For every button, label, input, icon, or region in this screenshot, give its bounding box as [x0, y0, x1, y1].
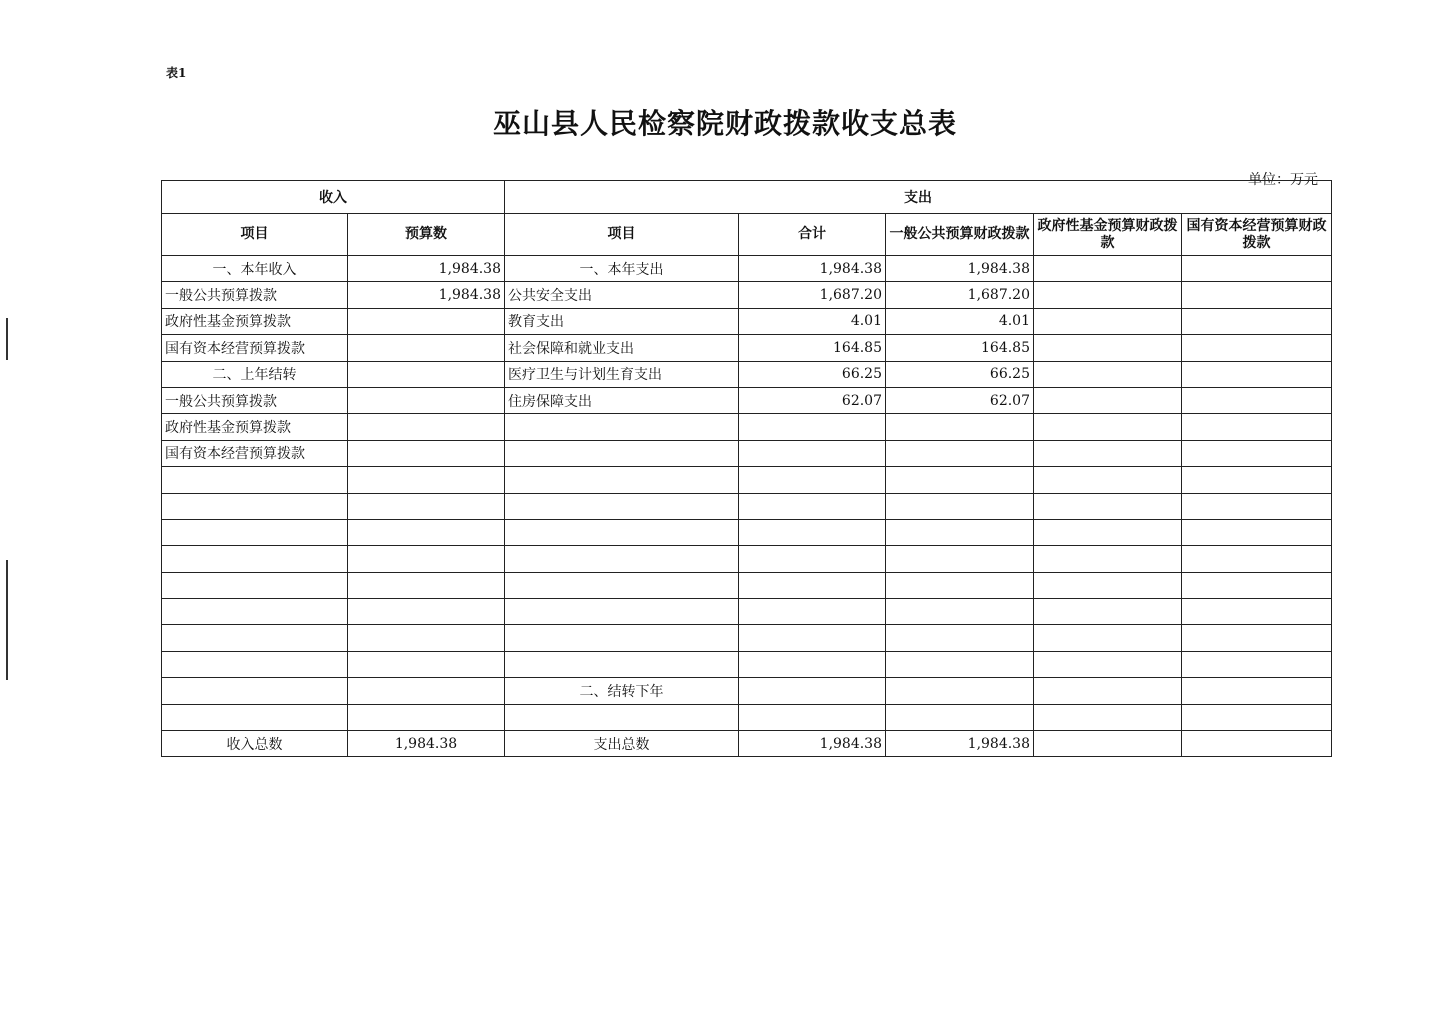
- income-item-header: 项目: [162, 214, 348, 256]
- expense-total-cell: 164.85: [739, 335, 886, 361]
- expense-item-cell: [505, 651, 739, 677]
- fund-budget-cell: [1034, 546, 1182, 572]
- expense-total-cell: 4.01: [739, 308, 886, 334]
- state-capital-cell: [1182, 467, 1332, 493]
- income-budget-cell: [348, 678, 505, 704]
- expense-total-cell: [739, 546, 886, 572]
- income-budget-cell: [348, 361, 505, 387]
- fund-budget-cell: [1034, 731, 1182, 757]
- table-row: [162, 493, 1332, 519]
- state-capital-cell: [1182, 651, 1332, 677]
- income-item-cell: 一、本年收入: [162, 256, 348, 282]
- expense-item-cell: [505, 704, 739, 730]
- income-budget-cell: [348, 651, 505, 677]
- general-budget-cell: [886, 493, 1034, 519]
- state-capital-cell: [1182, 546, 1332, 572]
- expense-item-cell: 社会保障和就业支出: [505, 335, 739, 361]
- expense-item-cell: 二、结转下年: [505, 678, 739, 704]
- table-row: [162, 467, 1332, 493]
- state-capital-cell: [1182, 361, 1332, 387]
- general-budget-cell: 4.01: [886, 308, 1034, 334]
- income-budget-cell: [348, 387, 505, 413]
- general-budget-header: 一般公共预算财政拨款: [886, 214, 1034, 256]
- state-capital-cell: [1182, 519, 1332, 545]
- table-row: [162, 387, 1332, 413]
- state-capital-cell: [1182, 308, 1332, 334]
- income-budget-cell: 1,984.38: [348, 282, 505, 308]
- table-row: [162, 704, 1332, 730]
- income-budget-cell: [348, 546, 505, 572]
- table-row: [162, 361, 1332, 387]
- budget-summary-table: [161, 180, 1332, 757]
- fund-budget-cell: [1034, 256, 1182, 282]
- total-header: 合计: [739, 214, 886, 256]
- expense-item-cell: [505, 519, 739, 545]
- fund-budget-header: 政府性基金预算财政拨款: [1034, 214, 1182, 256]
- income-budget-cell: [348, 493, 505, 519]
- state-capital-header: 国有资本经营预算财政拨款: [1182, 214, 1332, 256]
- general-budget-cell: 1,984.38: [886, 256, 1034, 282]
- expense-total-cell: [739, 414, 886, 440]
- income-item-cell: 国有资本经营预算拨款: [162, 335, 348, 361]
- income-item-cell: 收入总数: [162, 731, 348, 757]
- fund-budget-cell: [1034, 678, 1182, 704]
- state-capital-cell: [1182, 731, 1332, 757]
- state-capital-cell: [1182, 387, 1332, 413]
- state-capital-cell: [1182, 572, 1332, 598]
- state-capital-cell: [1182, 440, 1332, 466]
- expense-total-cell: [739, 651, 886, 677]
- expense-total-cell: 1,984.38: [739, 731, 886, 757]
- general-budget-cell: [886, 546, 1034, 572]
- budget-header: 预算数: [348, 214, 505, 256]
- table-row: [162, 678, 1332, 704]
- general-budget-cell: [886, 467, 1034, 493]
- unit-label: 单位：万元: [1248, 172, 1318, 188]
- income-budget-cell: [348, 308, 505, 334]
- general-budget-cell: [886, 625, 1034, 651]
- state-capital-cell: [1182, 414, 1332, 440]
- expense-item-cell: 一、本年支出: [505, 256, 739, 282]
- income-budget-cell: 1,984.38: [348, 256, 505, 282]
- fund-budget-cell: [1034, 387, 1182, 413]
- income-budget-cell: [348, 467, 505, 493]
- expense-item-header: 项目: [505, 214, 739, 256]
- fund-budget-cell: [1034, 599, 1182, 625]
- expense-total-cell: [739, 599, 886, 625]
- state-capital-cell: [1182, 599, 1332, 625]
- expense-total-cell: [739, 572, 886, 598]
- state-capital-cell: [1182, 493, 1332, 519]
- fund-budget-cell: [1034, 493, 1182, 519]
- table-row: [162, 625, 1332, 651]
- table-row: [162, 519, 1332, 545]
- expense-total-cell: 62.07: [739, 387, 886, 413]
- expense-total-cell: [739, 493, 886, 519]
- expense-item-cell: 公共安全支出: [505, 282, 739, 308]
- table-row: [162, 599, 1332, 625]
- column-header-row: [162, 214, 1332, 256]
- expense-item-cell: [505, 414, 739, 440]
- general-budget-cell: [886, 440, 1034, 466]
- expense-total-cell: [739, 467, 886, 493]
- income-item-cell: 政府性基金预算拨款: [162, 308, 348, 334]
- general-budget-cell: [886, 572, 1034, 598]
- table-row: [162, 440, 1332, 466]
- state-capital-cell: [1182, 282, 1332, 308]
- table-row: [162, 651, 1332, 677]
- income-item-cell: [162, 546, 348, 572]
- general-budget-cell: [886, 704, 1034, 730]
- income-item-cell: 政府性基金预算拨款: [162, 414, 348, 440]
- expense-total-cell: [739, 440, 886, 466]
- expense-item-cell: 住房保障支出: [505, 387, 739, 413]
- expense-total-cell: [739, 678, 886, 704]
- expense-section-header: 支出: [505, 181, 1332, 214]
- fund-budget-cell: [1034, 625, 1182, 651]
- fund-budget-cell: [1034, 335, 1182, 361]
- fund-budget-cell: [1034, 361, 1182, 387]
- income-budget-cell: [348, 335, 505, 361]
- general-budget-cell: [886, 519, 1034, 545]
- income-item-cell: [162, 519, 348, 545]
- expense-total-cell: [739, 625, 886, 651]
- income-budget-cell: [348, 414, 505, 440]
- page-title: 巫山县人民检察院财政拨款收支总表: [492, 107, 957, 140]
- income-item-cell: [162, 572, 348, 598]
- income-item-cell: [162, 493, 348, 519]
- income-item-cell: 国有资本经营预算拨款: [162, 440, 348, 466]
- fund-budget-cell: [1034, 519, 1182, 545]
- expense-item-cell: [505, 572, 739, 598]
- table-row: [162, 308, 1332, 334]
- income-item-cell: [162, 467, 348, 493]
- expense-total-cell: 1,687.20: [739, 282, 886, 308]
- income-item-cell: [162, 678, 348, 704]
- income-budget-cell: [348, 519, 505, 545]
- general-budget-cell: 1,687.20: [886, 282, 1034, 308]
- state-capital-cell: [1182, 704, 1332, 730]
- income-budget-cell: [348, 440, 505, 466]
- expense-item-cell: [505, 625, 739, 651]
- income-section-header: 收入: [162, 181, 505, 214]
- general-budget-cell: [886, 651, 1034, 677]
- general-budget-cell: [886, 678, 1034, 704]
- state-capital-cell: [1182, 335, 1332, 361]
- general-budget-cell: 1,984.38: [886, 731, 1034, 757]
- expense-item-cell: [505, 440, 739, 466]
- scan-edge-mark: [6, 560, 8, 680]
- fund-budget-cell: [1034, 572, 1182, 598]
- income-item-cell: [162, 625, 348, 651]
- general-budget-cell: 164.85: [886, 335, 1034, 361]
- income-item-cell: [162, 599, 348, 625]
- table-row: [162, 546, 1332, 572]
- section-header-row: [162, 181, 1332, 214]
- expense-item-cell: [505, 493, 739, 519]
- income-budget-cell: [348, 599, 505, 625]
- table-number: 表1: [166, 66, 187, 80]
- fund-budget-cell: [1034, 467, 1182, 493]
- expense-total-cell: [739, 704, 886, 730]
- general-budget-cell: 62.07: [886, 387, 1034, 413]
- expense-item-cell: 医疗卫生与计划生育支出: [505, 361, 739, 387]
- income-budget-cell: [348, 625, 505, 651]
- table-row: [162, 256, 1332, 282]
- table-row: [162, 282, 1332, 308]
- expense-item-cell: [505, 467, 739, 493]
- general-budget-cell: 66.25: [886, 361, 1034, 387]
- expense-item-cell: [505, 599, 739, 625]
- income-item-cell: [162, 651, 348, 677]
- expense-total-cell: [739, 519, 886, 545]
- income-budget-cell: [348, 704, 505, 730]
- fund-budget-cell: [1034, 440, 1182, 466]
- income-item-cell: 一般公共预算拨款: [162, 387, 348, 413]
- state-capital-cell: [1182, 678, 1332, 704]
- expense-total-cell: 66.25: [739, 361, 886, 387]
- income-item-cell: [162, 704, 348, 730]
- fund-budget-cell: [1034, 308, 1182, 334]
- table-row: [162, 572, 1332, 598]
- scan-edge-mark: [6, 318, 8, 360]
- fund-budget-cell: [1034, 704, 1182, 730]
- fund-budget-cell: [1034, 282, 1182, 308]
- general-budget-cell: [886, 599, 1034, 625]
- income-item-cell: 一般公共预算拨款: [162, 282, 348, 308]
- income-budget-cell: 1,984.38: [348, 731, 505, 757]
- expense-total-cell: 1,984.38: [739, 256, 886, 282]
- income-item-cell: 二、上年结转: [162, 361, 348, 387]
- fund-budget-cell: [1034, 651, 1182, 677]
- state-capital-cell: [1182, 256, 1332, 282]
- state-capital-cell: [1182, 625, 1332, 651]
- income-budget-cell: [348, 572, 505, 598]
- fund-budget-cell: [1034, 414, 1182, 440]
- table-row: [162, 731, 1332, 757]
- table-row: [162, 335, 1332, 361]
- table-row: [162, 414, 1332, 440]
- general-budget-cell: [886, 414, 1034, 440]
- expense-item-cell: 教育支出: [505, 308, 739, 334]
- expense-item-cell: 支出总数: [505, 731, 739, 757]
- expense-item-cell: [505, 546, 739, 572]
